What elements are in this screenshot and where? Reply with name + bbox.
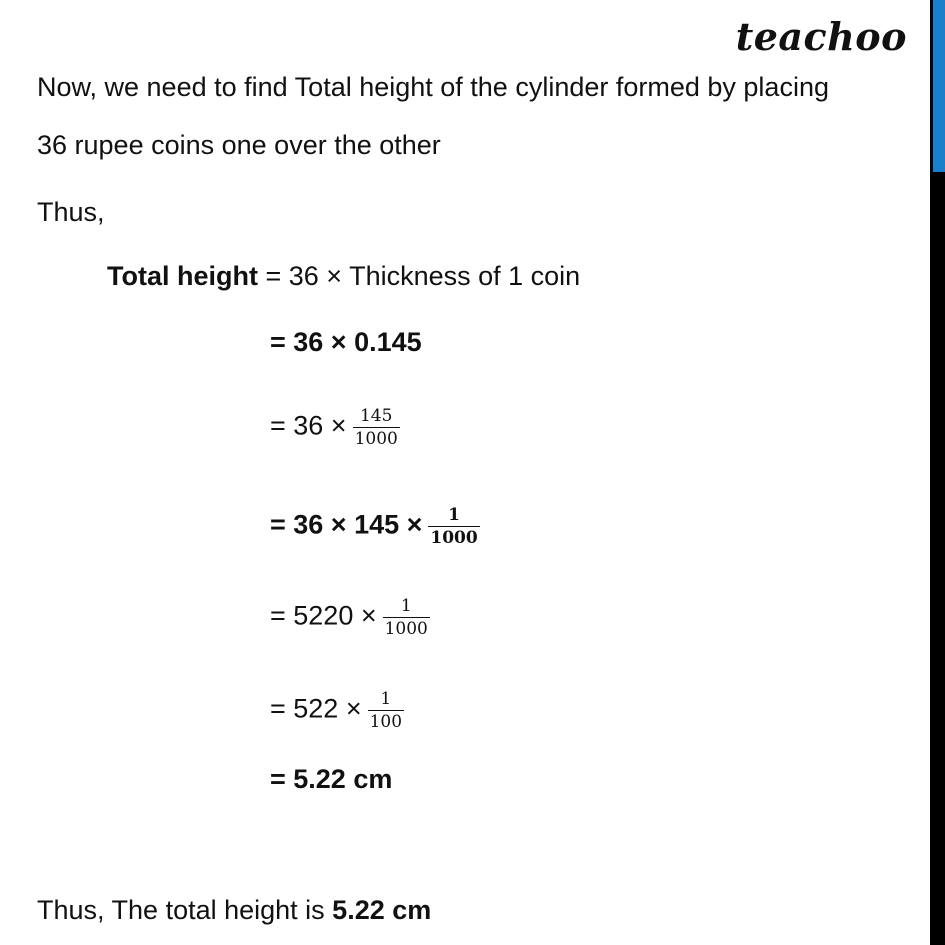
conclusion-text: Thus, The total height is	[37, 895, 333, 925]
intro-thus: Thus,	[37, 197, 105, 227]
step-4-numerator: 1	[448, 505, 460, 525]
scrollbar[interactable]	[930, 0, 945, 945]
step-6-prefix: = 522 ×	[270, 693, 362, 724]
step-3-denominator: 1000	[354, 429, 398, 449]
conclusion	[37, 894, 431, 926]
step-5-denominator: 1000	[384, 619, 428, 639]
step-5-numerator: 1	[400, 596, 412, 616]
intro-line-2: 36 rupee coins one over the other	[37, 130, 441, 160]
step-6-fraction	[368, 689, 404, 732]
step-3	[270, 406, 400, 449]
step-3-numerator: 145	[359, 406, 393, 426]
step-4-denominator: 1000	[430, 528, 478, 548]
conclusion-value: 5.22 cm	[332, 895, 432, 925]
step-4-prefix: = 36 × 145 ×	[270, 509, 423, 540]
step-5	[270, 596, 430, 639]
step-5-prefix: = 5220 ×	[270, 600, 377, 631]
step-4-fraction	[428, 505, 479, 548]
intro-line-1: Now, we need to find Total height of the cylinder formed by placing	[37, 72, 829, 102]
step-6-denominator: 100	[369, 712, 403, 732]
step-1	[107, 260, 580, 292]
step-4	[270, 505, 480, 548]
step-3-fraction	[353, 406, 400, 449]
step-6-numerator: 1	[380, 689, 392, 709]
step-5-fraction	[383, 596, 430, 639]
step-7: = 5.22 cm	[270, 764, 393, 794]
total-height-label: Total height	[107, 261, 258, 291]
scrollbar-thumb[interactable]	[933, 0, 945, 172]
step-6	[270, 689, 404, 732]
step-3-prefix: = 36 ×	[270, 410, 347, 441]
step-2: = 36 × 0.145	[270, 327, 422, 357]
teachoo-logo: teachoo	[735, 14, 907, 59]
step-1-text: = 36 × Thickness of 1 coin	[265, 261, 581, 291]
